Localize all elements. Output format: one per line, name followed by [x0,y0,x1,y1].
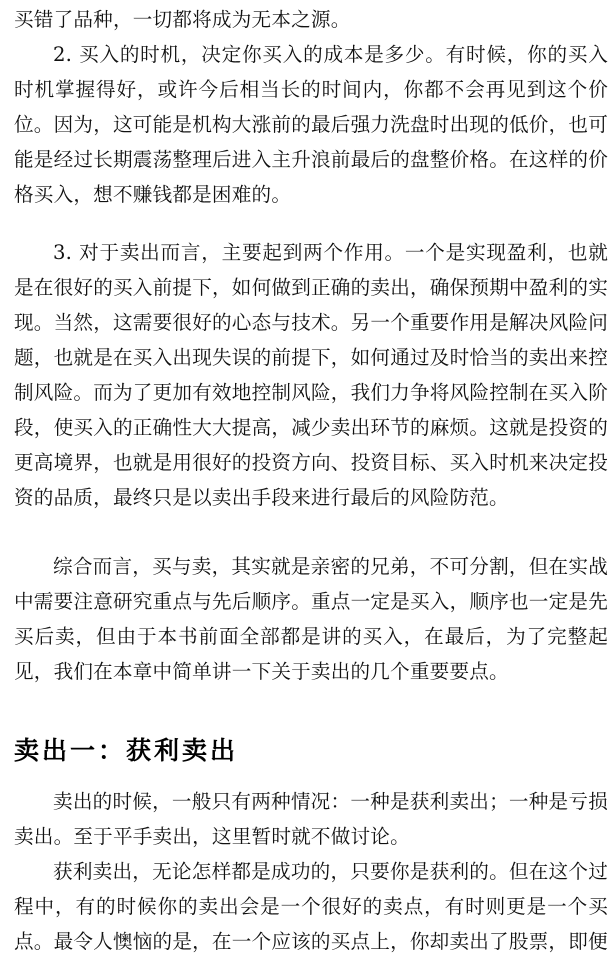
paragraph-profit-sell: 获利卖出，无论怎样都是成功的，只要你是获利的。但在这个过程中，有的时候你的卖出会是一个很好的卖点，有时则更是一个买点。最令人懊恼的是，在一个应该的买点上，你却卖出了股票，即便 [14,860,608,953]
paragraph-continuation: 买错了品种，一切都将成为无本之源。 [14,8,351,31]
paragraph-point-3: 3. 对于卖出而言，主要起到两个作用。一个是实现盈利，也就是在很好的买入前提下，如何做到正确的卖出，确保预期中盈利的实现。当然，这需要很好的心态与技术。另一个重要作用是解决风险问题，也就是在买入出现失误的前提下，如何通过及时恰当的卖出来控制风险。而为了更加有效地控制风险，我们力争将风险控制在买入阶段，使买入的正确性大大提高，减少卖出环节的麻烦。这就是投资的更高境界，也就是用很好的投资方向、投资目标、买入时机来决定投资的品质，最终只是以卖出手段来进行最后的风险防范。 [14,241,608,509]
paragraph-summary: 综合而言，买与卖，其实就是亲密的兄弟，不可分割，但在实战中需要注意研究重点与先后顺序。重点一定是买入，顺序也一定是先买后卖，但由于本书前面全部都是讲的买入，在最后，为了完整起见，我们在本章中简单讲一下关于卖出的几个重要要点。 [14,555,608,683]
paragraph-point-2: 2. 买入的时机，决定你买入的成本是多少。有时候，你的买入时机掌握得好，或许今后相当长的时间内，你都不会再见到这个价位。因为，这可能是机构大涨前的最后强力洗盘时出现的低价，也可能是经过长期震荡整理后进入主升浪前最后的盘整价格。在这样的价格买入，想不赚钱都是困难的。 [14,43,608,206]
section-heading: 卖出一：获利卖出 [14,736,239,765]
paragraph-sell-cases: 卖出的时候，一般只有两种情况：一种是获利卖出；一种是亏损卖出。至于平手卖出，这里暂时就不做讨论。 [14,790,608,848]
